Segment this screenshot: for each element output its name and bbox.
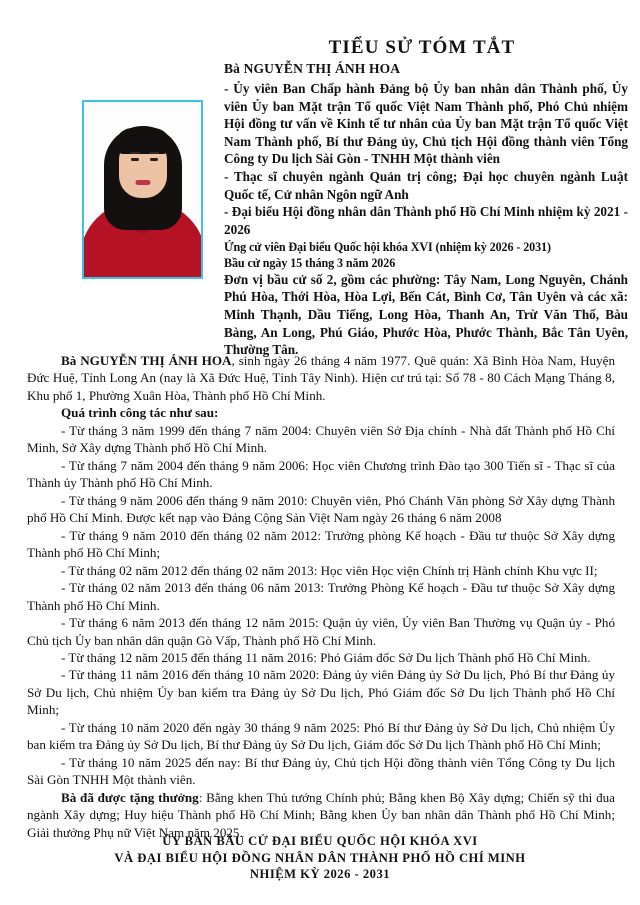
candidate-name-heading: Bà NGUYỄN THỊ ÁNH HOA (224, 61, 401, 76)
portrait-eye-right (150, 158, 158, 161)
summary-column (224, 61, 628, 359)
page-title: TIỂU SỬ TÓM TẮT (328, 37, 516, 58)
career-item: - Từ tháng 10 năm 2020 đến ngày 30 tháng 9 năm 2025: Phó Bí thư Đảng ủy Sở Du lịch, Chủ nhiệm Ủy ban kiểm tra Đảng ủy Sở Du lịch, Bí thư Đảng ủy Sở Du lịch, Giám đốc Sở Du lịch Thành phố Hồ Chí Minh; (27, 719, 615, 753)
summary-positions: - Ủy viên Ban Chấp hành Đảng bộ Ủy ban nhân dân Thành phố, Ủy viên Ủy ban Mặt trận Tổ quốc Việt Nam Thành phố, Phó Chủ nhiệm Hội đồng tư vấn về Kinh tế tư nhân của Ủy ban Mặt trận Tổ quốc Việt Nam Thành phố, Bí thư Đảng ủy, Chủ tịch Hội đồng thành viên Tổng Công ty Du lịch Sài Gòn - TNHH Một thành viên (224, 80, 628, 167)
career-item: - Từ tháng 9 năm 2006 đến tháng 9 năm 2010: Chuyên viên, Phó Chánh Văn phòng Sở Xây dựng Thành phố Hồ Chí Minh. Được kết nạp vào Đảng Cộng Sản Việt Nam ngày 26 tháng 6 năm 2008 (27, 492, 615, 526)
personal-details-text: , sinh ngày 26 tháng 4 năm 1977. Quê quán: Xã Bình Hòa Nam, Huyện Đức Huệ, Tỉnh Long An (nay là Xã Đức Huệ, Tỉnh Tây Ninh). Hiện cư trú tại: Số 78 - 80 Cách Mạng Tháng 8, Khu phố 1, Phường Xuân Hòa, Thành phố Hồ Chí Minh. (27, 353, 615, 403)
career-item: - Từ tháng 6 năm 2013 đến tháng 12 năm 2015: Quận ủy viên, Ủy viên Ban Thường vụ Quận ủy - Phó Chủ tịch Ủy ban nhân dân quận Gò Vấp, Thành phố Hồ Chí Minh. (27, 615, 615, 648)
header-zone (0, 0, 640, 358)
personal-name-bold: Bà NGUYỄN THỊ ÁNH HOA (61, 353, 232, 368)
summary-hdnd-delegate: - Đại biểu Hội đồng nhân dân Thành phố Hồ Chí Minh nhiệm kỳ 2021 - 2026 (224, 204, 628, 237)
biography-body (27, 352, 615, 841)
footer-line-1: ỦY BAN BẦU CỬ ĐẠI BIỂU QUỐC HỘI KHÓA XVI (162, 834, 478, 848)
portrait-mouth (135, 180, 150, 185)
footer-line-3: NHIỆM KỲ 2026 - 2031 (249, 867, 391, 882)
portrait-eyebrow-left (130, 152, 140, 154)
document-footer (0, 833, 640, 883)
summary-constituency: Đơn vị bầu cử số 2, gồm các phường: Tây Nam, Long Nguyên, Chánh Phú Hòa, Thới Hòa, Hòa Lợi, Bến Cát, Bình Cơ, Tân Uyên và các xã: Minh Thạnh, Dầu Tiếng, Long Hòa, Thanh An, Trừ Văn Thố, Bàu Bàng, An Long, Phú Giáo, Phước Hòa, Phước Thành, Bắc Tân Uyên, Thường Tân. (224, 271, 628, 358)
personal-details-paragraph (27, 352, 615, 404)
portrait-image (84, 102, 201, 277)
portrait-hair-front (115, 128, 171, 154)
career-item: - Từ tháng 11 năm 2016 đến tháng 10 năm 2020: Đảng ủy viên Đảng ủy Sở Du lịch, Phó Bí thư Đảng ủy Sở Du lịch, Chủ nhiệm Ủy ban kiểm tra Đảng ủy Sở Du lịch, Phó Giám đốc Sở Du lịch Thành phố Hồ Chí Minh; (27, 667, 615, 718)
summary-education: - Thạc sĩ chuyên ngành Quản trị công; Đại học chuyên ngành Luật Quốc tế, Cử nhân Ngôn ngữ Anh (224, 169, 628, 202)
footer-line-2: VÀ ĐẠI BIỂU HỘI ĐỒNG NHÂN DÂN THÀNH PHỐ HỒ CHÍ MINH (114, 850, 526, 865)
career-item: - Từ tháng 3 năm 1999 đến tháng 7 năm 2004: Chuyên viên Sở Địa chính - Nhà đất Thành phố Hồ Chí Minh, Sở Xây dựng Thành phố Hồ Chí Minh. (27, 422, 615, 456)
summary-candidacy: Ứng cử viên Đại biểu Quốc hội khóa XVI (nhiệm kỳ 2026 - 2031) (224, 239, 551, 254)
awards-text: : Bằng khen Thủ tướng Chính phủ; Bằng khen Bộ Xây dựng; Chiến sỹ thi đua ngành Xây dựng; Huy hiệu Thành phố Hồ Chí Minh; Bằng khen Ủy ban nhân dân Thành phố Hồ Chí Minh; Giải thưởng Phụ nữ Việt Nam năm 2025. (27, 789, 615, 840)
career-item: - Từ tháng 02 năm 2012 đến tháng 02 năm 2013: Học viên Học viện Chính trị Hành chính Khu vực II; (61, 562, 598, 578)
career-item: - Từ tháng 02 năm 2013 đến tháng 06 năm 2013: Trưởng Phòng Kế hoạch - Đầu tư thuộc Sở Xây dựng Thành phố Hồ Chí Minh. (27, 580, 615, 613)
candidate-portrait-photo (82, 100, 203, 279)
summary-election-date: Bầu cử ngày 15 tháng 3 năm 2026 (224, 255, 396, 270)
career-item: - Từ tháng 9 năm 2010 đến tháng 02 năm 2012: Trưởng phòng Kế hoạch - Đầu tư thuộc Sở Xây dựng Thành phố Hồ Chí Minh; (27, 527, 615, 561)
career-item: - Từ tháng 10 năm 2025 đến nay: Bí thư Đảng ủy, Chủ tịch Hội đồng thành viên Tổng Công ty Du lịch Sài Gòn TNHH Một thành viên. (27, 754, 615, 788)
awards-heading-text: Bà đã được tặng thưởng (61, 789, 199, 805)
career-item: - Từ tháng 7 năm 2004 đến tháng 9 năm 2006: Học viên Chương trình Đào tạo 300 Tiến sĩ - Thạc sĩ của Thành ủy Thành phố Hồ Chí Minh. (27, 457, 615, 491)
career-heading-text: Quá trình công tác như sau: (61, 405, 219, 421)
career-heading (27, 404, 615, 421)
portrait-eyebrow-right (149, 152, 159, 154)
portrait-eye-left (131, 158, 139, 161)
career-item: - Từ tháng 12 năm 2015 đến tháng 11 năm 2016: Phó Giám đốc Sở Du lịch Thành phố Hồ Chí Minh. (61, 649, 591, 665)
